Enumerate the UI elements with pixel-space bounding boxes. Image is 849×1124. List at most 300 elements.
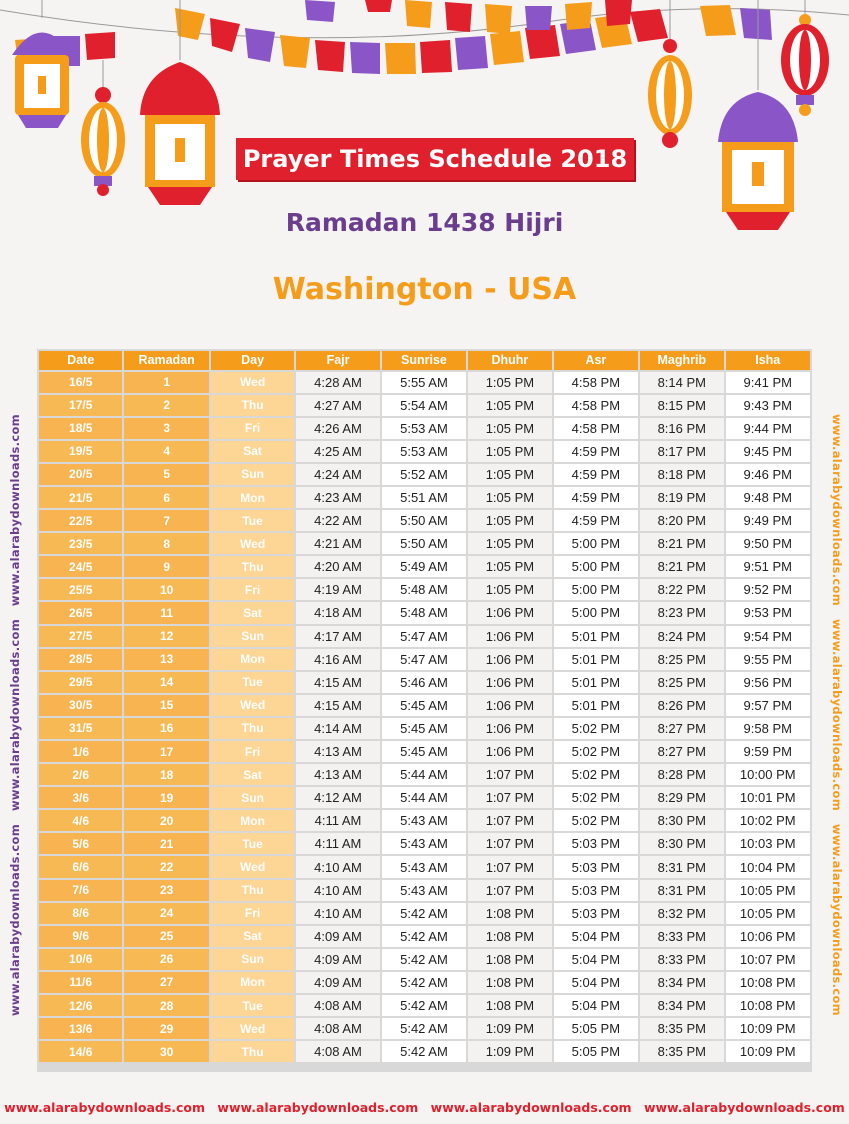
fajr-cell: 4:24 AM: [296, 464, 379, 485]
date-cell: 30/5: [39, 695, 122, 716]
isha-cell: 9:46 PM: [726, 464, 811, 485]
table-row: [39, 695, 810, 716]
date-cell: 10/6: [39, 949, 122, 970]
table-row: [39, 764, 810, 785]
sunrise-cell: 5:54 AM: [382, 395, 466, 416]
asr-cell: 5:01 PM: [554, 695, 638, 716]
footer-link[interactable]: www.alarabydownloads.com: [430, 1100, 632, 1115]
sunrise-cell: 5:42 AM: [382, 972, 466, 993]
sunrise-cell: 5:46 AM: [382, 672, 466, 693]
table-row: [39, 787, 810, 808]
column-header: Ramadan: [124, 351, 208, 370]
asr-cell: 5:04 PM: [554, 926, 638, 947]
ramadan-day-cell: 19: [124, 787, 208, 808]
ramadan-day-cell: 2: [124, 395, 208, 416]
isha-cell: 9:52 PM: [726, 579, 811, 600]
table-row: [39, 464, 810, 485]
fajr-cell: 4:16 AM: [296, 649, 379, 670]
dhuhr-cell: 1:06 PM: [468, 672, 551, 693]
footer-link[interactable]: www.alarabydownloads.com: [643, 1100, 845, 1115]
column-header: Sunrise: [382, 351, 466, 370]
table-row: [39, 510, 810, 531]
isha-cell: 9:44 PM: [726, 418, 811, 439]
table-row: [39, 856, 810, 877]
asr-cell: 4:59 PM: [554, 487, 638, 508]
asr-cell: 5:01 PM: [554, 626, 638, 647]
dhuhr-cell: 1:05 PM: [468, 533, 551, 554]
isha-cell: 9:53 PM: [726, 602, 811, 623]
ramadan-day-cell: 8: [124, 533, 208, 554]
weekday-cell: Fri: [211, 579, 294, 600]
asr-cell: 5:02 PM: [554, 810, 638, 831]
fajr-cell: 4:10 AM: [296, 880, 379, 901]
weekday-cell: Sat: [211, 441, 294, 462]
sunrise-cell: 5:51 AM: [382, 487, 466, 508]
asr-cell: 4:59 PM: [554, 441, 638, 462]
sunrise-cell: 5:42 AM: [382, 949, 466, 970]
sunrise-cell: 5:43 AM: [382, 880, 466, 901]
fajr-cell: 4:13 AM: [296, 764, 379, 785]
date-cell: 25/5: [39, 579, 122, 600]
isha-cell: 9:55 PM: [726, 649, 811, 670]
sunrise-cell: 5:42 AM: [382, 1018, 466, 1039]
dhuhr-cell: 1:07 PM: [468, 764, 551, 785]
ramadan-day-cell: 28: [124, 995, 208, 1016]
ramadan-day-cell: 10: [124, 579, 208, 600]
sunrise-cell: 5:50 AM: [382, 510, 466, 531]
fajr-cell: 4:27 AM: [296, 395, 379, 416]
maghrib-cell: 8:28 PM: [640, 764, 723, 785]
ramadan-day-cell: 16: [124, 718, 208, 739]
table-row: [39, 903, 810, 924]
maghrib-cell: 8:24 PM: [640, 626, 723, 647]
weekday-cell: Wed: [211, 856, 294, 877]
fajr-cell: 4:10 AM: [296, 903, 379, 924]
table-row: [39, 626, 810, 647]
ramadan-day-cell: 5: [124, 464, 208, 485]
maghrib-cell: 8:34 PM: [640, 972, 723, 993]
date-cell: 8/6: [39, 903, 122, 924]
asr-cell: 5:04 PM: [554, 972, 638, 993]
weekday-cell: Wed: [211, 372, 294, 393]
weekday-cell: Sun: [211, 949, 294, 970]
weekday-cell: Fri: [211, 418, 294, 439]
table-row: [39, 418, 810, 439]
sunrise-cell: 5:42 AM: [382, 995, 466, 1016]
maghrib-cell: 8:25 PM: [640, 672, 723, 693]
table-row: [39, 602, 810, 623]
footer-link[interactable]: www.alarabydownloads.com: [217, 1100, 419, 1115]
isha-cell: 10:04 PM: [726, 856, 811, 877]
fajr-cell: 4:10 AM: [296, 856, 379, 877]
isha-cell: 9:57 PM: [726, 695, 811, 716]
date-cell: 4/6: [39, 810, 122, 831]
weekday-cell: Sun: [211, 626, 294, 647]
weekday-cell: Tue: [211, 833, 294, 854]
ramadan-day-cell: 30: [124, 1041, 208, 1062]
fajr-cell: 4:11 AM: [296, 833, 379, 854]
dhuhr-cell: 1:05 PM: [468, 441, 551, 462]
footer-link[interactable]: www.alarabydownloads.com: [4, 1100, 206, 1115]
isha-cell: 9:51 PM: [726, 556, 811, 577]
watermark-right: www.alarabydownloads.com www.alarabydownloads.com www.alarabydownloads.com: [830, 414, 844, 1016]
sunrise-cell: 5:48 AM: [382, 602, 466, 623]
ramadan-day-cell: 12: [124, 626, 208, 647]
date-cell: 11/6: [39, 972, 122, 993]
table-row: [39, 579, 810, 600]
sunrise-cell: 5:42 AM: [382, 903, 466, 924]
date-cell: 9/6: [39, 926, 122, 947]
sunrise-cell: 5:47 AM: [382, 649, 466, 670]
footer-links: [0, 1100, 849, 1115]
weekday-cell: Thu: [211, 880, 294, 901]
dhuhr-cell: 1:06 PM: [468, 695, 551, 716]
sunrise-cell: 5:42 AM: [382, 1041, 466, 1062]
ramadan-day-cell: 14: [124, 672, 208, 693]
dhuhr-cell: 1:05 PM: [468, 510, 551, 531]
maghrib-cell: 8:22 PM: [640, 579, 723, 600]
maghrib-cell: 8:26 PM: [640, 695, 723, 716]
sunrise-cell: 5:48 AM: [382, 579, 466, 600]
isha-cell: 9:48 PM: [726, 487, 811, 508]
dhuhr-cell: 1:05 PM: [468, 372, 551, 393]
dhuhr-cell: 1:07 PM: [468, 787, 551, 808]
dhuhr-cell: 1:07 PM: [468, 810, 551, 831]
date-cell: 28/5: [39, 649, 122, 670]
asr-cell: 4:59 PM: [554, 464, 638, 485]
date-cell: 2/6: [39, 764, 122, 785]
date-cell: 6/6: [39, 856, 122, 877]
maghrib-cell: 8:16 PM: [640, 418, 723, 439]
weekday-cell: Thu: [211, 556, 294, 577]
date-cell: 29/5: [39, 672, 122, 693]
schedule-table-container: [37, 349, 812, 1072]
table-row: [39, 926, 810, 947]
asr-cell: 5:04 PM: [554, 995, 638, 1016]
fajr-cell: 4:20 AM: [296, 556, 379, 577]
weekday-cell: Sun: [211, 787, 294, 808]
dhuhr-cell: 1:05 PM: [468, 579, 551, 600]
asr-cell: 5:02 PM: [554, 787, 638, 808]
maghrib-cell: 8:21 PM: [640, 556, 723, 577]
ramadan-day-cell: 4: [124, 441, 208, 462]
fajr-cell: 4:09 AM: [296, 972, 379, 993]
date-cell: 12/6: [39, 995, 122, 1016]
asr-cell: 5:00 PM: [554, 556, 638, 577]
table-row: [39, 949, 810, 970]
fajr-cell: 4:23 AM: [296, 487, 379, 508]
sunrise-cell: 5:43 AM: [382, 856, 466, 877]
sunrise-cell: 5:53 AM: [382, 441, 466, 462]
asr-cell: 5:02 PM: [554, 718, 638, 739]
maghrib-cell: 8:33 PM: [640, 949, 723, 970]
asr-cell: 4:58 PM: [554, 418, 638, 439]
asr-cell: 5:05 PM: [554, 1041, 638, 1062]
isha-cell: 10:08 PM: [726, 972, 811, 993]
ramadan-day-cell: 9: [124, 556, 208, 577]
fajr-cell: 4:28 AM: [296, 372, 379, 393]
date-cell: 14/6: [39, 1041, 122, 1062]
ramadan-day-cell: 7: [124, 510, 208, 531]
sunrise-cell: 5:43 AM: [382, 810, 466, 831]
weekday-cell: Mon: [211, 649, 294, 670]
ramadan-day-cell: 11: [124, 602, 208, 623]
date-cell: 19/5: [39, 441, 122, 462]
fajr-cell: 4:26 AM: [296, 418, 379, 439]
ramadan-day-cell: 22: [124, 856, 208, 877]
dhuhr-cell: 1:06 PM: [468, 626, 551, 647]
weekday-cell: Mon: [211, 972, 294, 993]
table-row: [39, 1018, 810, 1039]
isha-cell: 10:09 PM: [726, 1018, 811, 1039]
ramadan-day-cell: 20: [124, 810, 208, 831]
fajr-cell: 4:22 AM: [296, 510, 379, 531]
maghrib-cell: 8:35 PM: [640, 1041, 723, 1062]
table-row: [39, 556, 810, 577]
dhuhr-cell: 1:06 PM: [468, 741, 551, 762]
ramadan-day-cell: 6: [124, 487, 208, 508]
column-header: Day: [211, 351, 294, 370]
weekday-cell: Tue: [211, 672, 294, 693]
fajr-cell: 4:08 AM: [296, 1018, 379, 1039]
weekday-cell: Sat: [211, 602, 294, 623]
fajr-cell: 4:14 AM: [296, 718, 379, 739]
table-row: [39, 533, 810, 554]
dhuhr-cell: 1:07 PM: [468, 856, 551, 877]
maghrib-cell: 8:33 PM: [640, 926, 723, 947]
dhuhr-cell: 1:06 PM: [468, 718, 551, 739]
fajr-cell: 4:25 AM: [296, 441, 379, 462]
asr-cell: 4:58 PM: [554, 395, 638, 416]
isha-cell: 10:00 PM: [726, 764, 811, 785]
maghrib-cell: 8:31 PM: [640, 880, 723, 901]
date-cell: 7/6: [39, 880, 122, 901]
ramadan-day-cell: 23: [124, 880, 208, 901]
asr-cell: 4:59 PM: [554, 510, 638, 531]
date-cell: 23/5: [39, 533, 122, 554]
page-subtitle: Ramadan 1438 Hijri: [285, 208, 564, 237]
isha-cell: 9:49 PM: [726, 510, 811, 531]
dhuhr-cell: 1:07 PM: [468, 833, 551, 854]
dhuhr-cell: 1:08 PM: [468, 903, 551, 924]
date-cell: 5/6: [39, 833, 122, 854]
maghrib-cell: 8:32 PM: [640, 903, 723, 924]
weekday-cell: Thu: [211, 395, 294, 416]
isha-cell: 9:50 PM: [726, 533, 811, 554]
maghrib-cell: 8:17 PM: [640, 441, 723, 462]
sunrise-cell: 5:44 AM: [382, 787, 466, 808]
maghrib-cell: 8:35 PM: [640, 1018, 723, 1039]
ramadan-day-cell: 15: [124, 695, 208, 716]
asr-cell: 4:58 PM: [554, 372, 638, 393]
date-cell: 31/5: [39, 718, 122, 739]
maghrib-cell: 8:34 PM: [640, 995, 723, 1016]
asr-cell: 5:05 PM: [554, 1018, 638, 1039]
maghrib-cell: 8:14 PM: [640, 372, 723, 393]
dhuhr-cell: 1:08 PM: [468, 949, 551, 970]
isha-cell: 9:56 PM: [726, 672, 811, 693]
table-row: [39, 833, 810, 854]
isha-cell: 10:02 PM: [726, 810, 811, 831]
weekday-cell: Mon: [211, 810, 294, 831]
sunrise-cell: 5:53 AM: [382, 418, 466, 439]
fajr-cell: 4:15 AM: [296, 672, 379, 693]
ramadan-day-cell: 29: [124, 1018, 208, 1039]
sunrise-cell: 5:55 AM: [382, 372, 466, 393]
ramadan-day-cell: 17: [124, 741, 208, 762]
asr-cell: 5:03 PM: [554, 903, 638, 924]
dhuhr-cell: 1:08 PM: [468, 926, 551, 947]
dhuhr-cell: 1:06 PM: [468, 649, 551, 670]
isha-cell: 10:05 PM: [726, 880, 811, 901]
ramadan-day-cell: 1: [124, 372, 208, 393]
date-cell: 13/6: [39, 1018, 122, 1039]
isha-cell: 9:54 PM: [726, 626, 811, 647]
watermark-left: www.alarabydownloads.com www.alarabydownloads.com www.alarabydownloads.com: [8, 414, 22, 1016]
asr-cell: 5:00 PM: [554, 579, 638, 600]
asr-cell: 5:01 PM: [554, 649, 638, 670]
sunrise-cell: 5:43 AM: [382, 833, 466, 854]
isha-cell: 10:08 PM: [726, 995, 811, 1016]
table-row: [39, 880, 810, 901]
dhuhr-cell: 1:05 PM: [468, 487, 551, 508]
asr-cell: 5:04 PM: [554, 949, 638, 970]
table-row: [39, 487, 810, 508]
asr-cell: 5:03 PM: [554, 833, 638, 854]
isha-cell: 10:03 PM: [726, 833, 811, 854]
weekday-cell: Tue: [211, 510, 294, 531]
page-title: Prayer Times Schedule 2018: [236, 138, 634, 180]
ramadan-day-cell: 24: [124, 903, 208, 924]
isha-cell: 9:59 PM: [726, 741, 811, 762]
column-header: Dhuhr: [468, 351, 551, 370]
dhuhr-cell: 1:05 PM: [468, 464, 551, 485]
fajr-cell: 4:19 AM: [296, 579, 379, 600]
column-header: Maghrib: [640, 351, 723, 370]
isha-cell: 10:07 PM: [726, 949, 811, 970]
sunrise-cell: 5:49 AM: [382, 556, 466, 577]
ramadan-day-cell: 25: [124, 926, 208, 947]
fajr-cell: 4:21 AM: [296, 533, 379, 554]
sunrise-cell: 5:45 AM: [382, 718, 466, 739]
table-row: [39, 972, 810, 993]
isha-cell: 9:43 PM: [726, 395, 811, 416]
table-row: [39, 672, 810, 693]
maghrib-cell: 8:27 PM: [640, 718, 723, 739]
sunrise-cell: 5:45 AM: [382, 741, 466, 762]
maghrib-cell: 8:29 PM: [640, 787, 723, 808]
dhuhr-cell: 1:08 PM: [468, 972, 551, 993]
sunrise-cell: 5:50 AM: [382, 533, 466, 554]
column-header: Asr: [554, 351, 638, 370]
weekday-cell: Sat: [211, 926, 294, 947]
ramadan-day-cell: 27: [124, 972, 208, 993]
sunrise-cell: 5:47 AM: [382, 626, 466, 647]
asr-cell: 5:00 PM: [554, 602, 638, 623]
maghrib-cell: 8:15 PM: [640, 395, 723, 416]
dhuhr-cell: 1:05 PM: [468, 395, 551, 416]
date-cell: 18/5: [39, 418, 122, 439]
date-cell: 1/6: [39, 741, 122, 762]
isha-cell: 10:05 PM: [726, 903, 811, 924]
lantern-icon: [81, 60, 125, 196]
date-cell: 17/5: [39, 395, 122, 416]
fajr-cell: 4:11 AM: [296, 810, 379, 831]
asr-cell: 5:00 PM: [554, 533, 638, 554]
column-header: Date: [39, 351, 122, 370]
ramadan-day-cell: 26: [124, 949, 208, 970]
maghrib-cell: 8:20 PM: [640, 510, 723, 531]
table-row: [39, 995, 810, 1016]
weekday-cell: Sat: [211, 764, 294, 785]
prayer-times-table: [37, 349, 812, 1064]
column-header: Isha: [726, 351, 811, 370]
maghrib-cell: 8:19 PM: [640, 487, 723, 508]
dhuhr-cell: 1:05 PM: [468, 556, 551, 577]
weekday-cell: Wed: [211, 1018, 294, 1039]
date-cell: 27/5: [39, 626, 122, 647]
dhuhr-cell: 1:09 PM: [468, 1018, 551, 1039]
asr-cell: 5:03 PM: [554, 856, 638, 877]
isha-cell: 9:41 PM: [726, 372, 811, 393]
lantern-icon: [781, 0, 829, 116]
dhuhr-cell: 1:06 PM: [468, 602, 551, 623]
sunrise-cell: 5:45 AM: [382, 695, 466, 716]
maghrib-cell: 8:21 PM: [640, 533, 723, 554]
table-row: [39, 372, 810, 393]
weekday-cell: Sun: [211, 464, 294, 485]
asr-cell: 5:01 PM: [554, 672, 638, 693]
weekday-cell: Fri: [211, 903, 294, 924]
dhuhr-cell: 1:05 PM: [468, 418, 551, 439]
date-cell: 26/5: [39, 602, 122, 623]
lantern-icon: [140, 0, 220, 205]
weekday-cell: Mon: [211, 487, 294, 508]
ramadan-day-cell: 3: [124, 418, 208, 439]
isha-cell: 9:45 PM: [726, 441, 811, 462]
date-cell: 22/5: [39, 510, 122, 531]
fajr-cell: 4:18 AM: [296, 602, 379, 623]
sunrise-cell: 5:52 AM: [382, 464, 466, 485]
ramadan-day-cell: 13: [124, 649, 208, 670]
isha-cell: 9:58 PM: [726, 718, 811, 739]
asr-cell: 5:02 PM: [554, 741, 638, 762]
date-cell: 3/6: [39, 787, 122, 808]
fajr-cell: 4:08 AM: [296, 1041, 379, 1062]
dhuhr-cell: 1:09 PM: [468, 1041, 551, 1062]
city-heading: Washington - USA: [272, 272, 577, 307]
isha-cell: 10:06 PM: [726, 926, 811, 947]
fajr-cell: 4:15 AM: [296, 695, 379, 716]
weekday-cell: Fri: [211, 741, 294, 762]
dhuhr-cell: 1:07 PM: [468, 880, 551, 901]
maghrib-cell: 8:27 PM: [640, 741, 723, 762]
fajr-cell: 4:13 AM: [296, 741, 379, 762]
fajr-cell: 4:09 AM: [296, 949, 379, 970]
date-cell: 20/5: [39, 464, 122, 485]
weekday-cell: Tue: [211, 995, 294, 1016]
column-header: Fajr: [296, 351, 379, 370]
fajr-cell: 4:09 AM: [296, 926, 379, 947]
isha-cell: 10:09 PM: [726, 1041, 811, 1062]
fajr-cell: 4:08 AM: [296, 995, 379, 1016]
ramadan-day-cell: 21: [124, 833, 208, 854]
maghrib-cell: 8:30 PM: [640, 833, 723, 854]
table-row: [39, 810, 810, 831]
table-row: [39, 1041, 810, 1062]
maghrib-cell: 8:23 PM: [640, 602, 723, 623]
maghrib-cell: 8:18 PM: [640, 464, 723, 485]
